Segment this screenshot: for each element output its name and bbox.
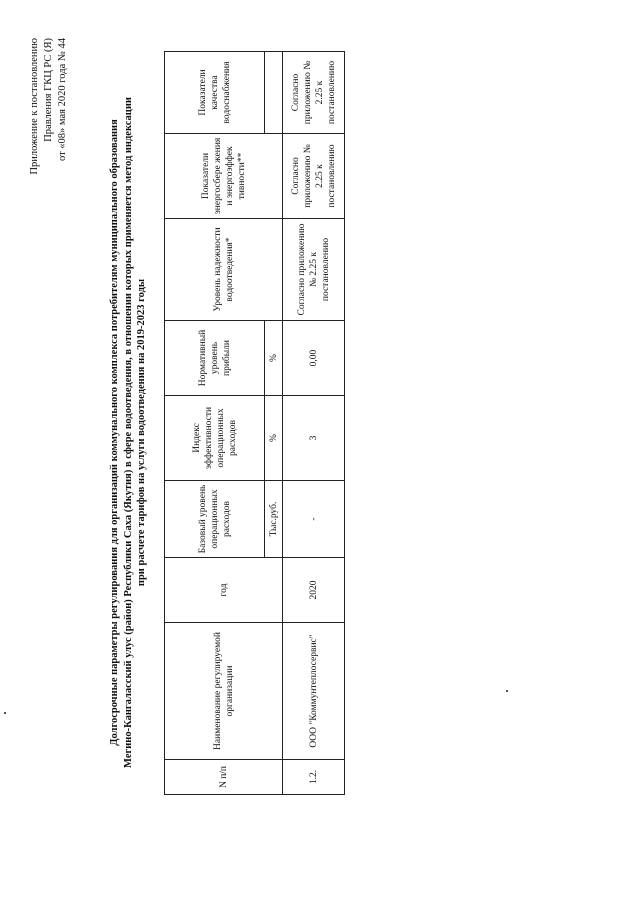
cell-profit: 0,00 bbox=[283, 321, 345, 396]
document-title bbox=[108, 30, 149, 835]
cell-index: 3 bbox=[283, 396, 345, 481]
approval-note bbox=[28, 38, 70, 175]
unit-index: % bbox=[265, 396, 283, 481]
header-reliability: Уровень надежности водоотведения* bbox=[165, 219, 283, 321]
cell-num: 1.2. bbox=[283, 760, 345, 795]
header-energy: Показатели энергосбере жения и энергоэффек тивности** bbox=[165, 134, 283, 219]
cell-year: 2020 bbox=[283, 558, 345, 623]
cell-energy: Согласно приложению № 2.25 к постановлению bbox=[283, 134, 345, 219]
header-index: Индекс эффективности операционных расходов bbox=[165, 396, 265, 481]
header-num: N п/п bbox=[165, 760, 283, 795]
scan-speck bbox=[4, 712, 6, 714]
cell-base: - bbox=[283, 481, 345, 558]
cell-org: ООО "Коммунтеплосервис" bbox=[283, 623, 345, 760]
header-org: Наименование регулируемой организации bbox=[165, 623, 283, 760]
unit-base: Тыс.руб. bbox=[265, 481, 283, 558]
header-profit: Нормативный уровень прибыли bbox=[165, 321, 265, 396]
approval-line-2: Правления ГКЦ РС (Я) bbox=[43, 38, 54, 142]
title-line-3: при расчете тарифов на услуги водоотведения на 2019-2023 годы bbox=[136, 278, 147, 587]
title-line-1: Долгосрочные параметры регулирования для организаций коммунального комплекса потребителям муниципального образования bbox=[109, 119, 120, 746]
unit-quality-empty bbox=[265, 52, 283, 134]
scan-speck bbox=[506, 690, 508, 692]
approval-line-3: от «08» мая 2020 года № 44 bbox=[57, 38, 68, 162]
cell-reliability: Согласно приложению № 2.25 к постановлению bbox=[283, 219, 345, 321]
table-header-row bbox=[165, 52, 265, 795]
table-row bbox=[283, 52, 345, 795]
header-year: год bbox=[165, 558, 283, 623]
header-base: Базовый уровень операционных расходов bbox=[165, 481, 265, 558]
parameters-table bbox=[164, 51, 345, 795]
unit-profit: % bbox=[265, 321, 283, 396]
header-quality: Показатели качества водоснабжения bbox=[165, 52, 265, 134]
title-line-2: Мегино-Кангаласский улус (район) Республики Саха (Якутия) в сфере водоотведения, в отношении которых применяется метод индексации bbox=[122, 97, 134, 768]
cell-quality: Согласно приложению № 2.25 к постановлению bbox=[283, 52, 345, 134]
approval-line-1: Приложение к постановлению bbox=[29, 38, 40, 175]
